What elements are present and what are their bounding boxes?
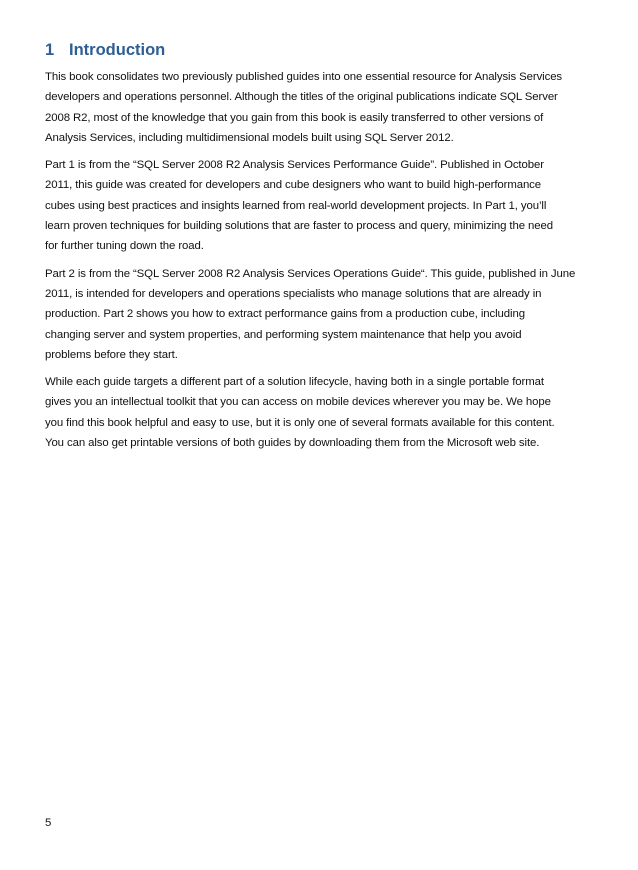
paragraph-line: You can also get printable versions of both guides by downloading them from the Microsoft web site.: [45, 437, 540, 450]
paragraph-line: 2011, this guide was created for developers and cube designers who want to build high-performance: [45, 179, 542, 192]
paragraph-line: developers and operations personnel. Although the titles of the original publications indicate SQL Server: [45, 91, 558, 104]
paragraph-part-1: [45, 155, 597, 256]
paragraph-line: changing server and system properties, and performing system maintenance that help you avoid: [45, 328, 522, 341]
section-number: 1: [45, 41, 55, 59]
paragraph-line: problems before they start.: [45, 348, 178, 361]
paragraph-consolidation: [45, 67, 597, 148]
body-text: [45, 67, 597, 460]
paragraph-line: 2011, is intended for developers and operations specialists who manage solutions that are already in: [45, 287, 542, 300]
paragraph-toolkit: [45, 372, 597, 453]
paragraph-line: you find this book helpful and easy to use, but it is only one of several formats available for this content.: [45, 416, 555, 429]
paragraph-line: 2008 R2, most of the knowledge that you gain from this book is easily transferred to other versions of: [45, 111, 544, 124]
paragraph-line: production. Part 2 shows you how to extract performance gains from a production cube, including: [45, 308, 525, 321]
paragraph-line: for further tuning down the road.: [45, 240, 204, 253]
page-number: 5: [45, 817, 52, 829]
paragraph-line: Part 1 is from the “SQL Server 2008 R2 Analysis Services Performance Guide”. Published in October: [45, 159, 544, 172]
paragraph-line: Analysis Services, including multidimensional models built using SQL Server 2012.: [45, 131, 454, 144]
paragraph-line: While each guide targets a different part of a solution lifecycle, having both in a single portable format: [45, 376, 544, 389]
paragraph-line: This book consolidates two previously published guides into one essential resource for Analysis Services: [45, 71, 563, 83]
paragraph-line: gives you an intellectual toolkit that you can access on mobile devices wherever you may be. We hope: [45, 396, 551, 409]
paragraph-line: learn proven techniques for building solutions that are faster to process and query, minimizing the need: [45, 220, 553, 233]
paragraph-line: cubes using best practices and insights learned from real-world development projects. In Part 1, you’ll: [45, 199, 547, 212]
paragraph-line: Part 2 is from the “SQL Server 2008 R2 Analysis Services Operations Guide“. This guide, published in June: [45, 267, 576, 280]
paragraph-part-2: [45, 264, 597, 365]
section-title: Introduction: [69, 41, 166, 59]
section-heading: [45, 40, 165, 60]
